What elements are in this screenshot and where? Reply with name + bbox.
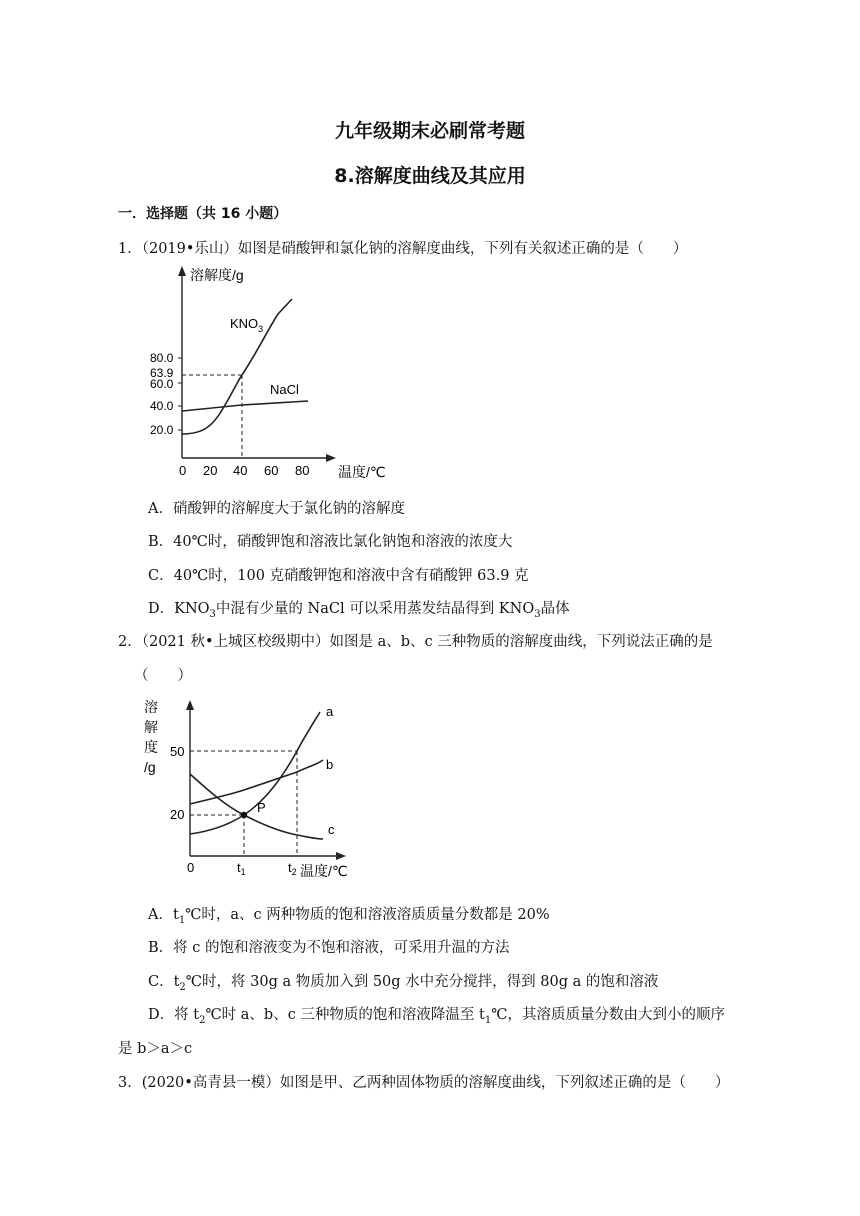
question-1-option-b[interactable]: B．40℃时，硝酸钾饱和溶液比氯化钠饱和溶液的浓度大 <box>148 534 513 550</box>
q1-x-label: 温度/℃ <box>338 464 386 480</box>
q1-xtick-0: 0 <box>179 463 187 478</box>
q2-ytick-20: 20 <box>170 807 185 822</box>
question-2-option-d-tail: 是 b＞a＞c <box>118 1041 193 1057</box>
q1-ytick-40: 40.0 <box>150 399 174 413</box>
q2-a-sub: 1 <box>178 914 186 926</box>
question-1-chart <box>150 262 410 484</box>
q2-y-axis-arrow <box>186 700 194 710</box>
q2-d-sub1: 2 <box>199 1014 206 1026</box>
question-2-option-d[interactable] <box>148 1003 748 1026</box>
question-2-option-a[interactable] <box>148 903 748 926</box>
q2-ylabel-2: 解 <box>144 719 158 735</box>
page-title: 九年级期末必刷常考题 <box>334 120 525 142</box>
q1-d-prefix: D．KNO <box>148 601 210 617</box>
q2-xtick-0: 0 <box>187 860 195 875</box>
q1-series-nacl <box>182 401 308 411</box>
q1-xtick-80: 80 <box>295 463 310 478</box>
q2-ylabel-1: 溶 <box>144 699 158 715</box>
q2-label-a: a <box>326 704 334 719</box>
q1-d-suffix: 晶体 <box>540 601 570 617</box>
q2-a-pre: A．t <box>148 907 179 923</box>
q1-d-sub2: 3 <box>534 608 541 620</box>
q2-c-pre: C．t <box>148 974 180 990</box>
q2-d-mid: ℃时 a、b、c 三种物质的饱和溶液降温至 t <box>205 1007 485 1023</box>
q2-ylabel-3: 度 <box>144 739 158 755</box>
question-1-option-c[interactable]: C．40℃时，100 克硝酸钾饱和溶液中含有硝酸钾 63.9 克 <box>148 568 529 584</box>
q1-xtick-40: 40 <box>233 463 248 478</box>
q2-label-b: b <box>326 757 334 772</box>
q2-xtick-t1: $t_1$ <box>237 860 246 877</box>
q1-label-kno3: $KNO_3$ <box>230 316 264 334</box>
q1-xtick-60: 60 <box>264 463 279 478</box>
q1-ytick-80: 80.0 <box>150 351 174 365</box>
page-subtitle: 8.溶解度曲线及其应用 <box>334 165 526 187</box>
q2-series-a <box>190 712 320 834</box>
question-2-stem: 2．（2021 秋•上城区校级期中）如图是 a、b、c 三种物质的溶解度曲线，下列说法正确的是 <box>118 634 713 650</box>
section-heading: 一．选择题（共 16 小题） <box>118 206 288 222</box>
q2-x-label: 温度/℃ <box>300 863 348 879</box>
q2-ylabel-4: /g <box>144 759 156 775</box>
q1-y-label: 溶解度/g <box>190 267 244 283</box>
question-3-stem: 3．(2020•高青县一模）如图是甲、乙两种固体物质的溶解度曲线，下列叙述正确的是（ ） <box>118 1075 730 1091</box>
q1-ytick-60: 60.0 <box>150 377 174 391</box>
q2-ytick-50: 50 <box>170 744 185 759</box>
q1-x-axis-arrow <box>326 454 336 462</box>
question-2-option-c[interactable] <box>148 970 748 993</box>
question-1-option-d[interactable] <box>148 597 748 620</box>
q2-series-b <box>190 760 323 804</box>
q2-label-c: c <box>328 822 335 837</box>
q1-y-axis-arrow <box>178 266 186 276</box>
q2-point-p-label: P <box>257 800 266 815</box>
q2-xtick-t2: $t_2$ <box>288 860 297 877</box>
q1-ytick-20: 20.0 <box>150 423 174 437</box>
q2-d-post: ℃，其溶质质量分数由大到小的顺序 <box>491 1007 725 1023</box>
q2-d-sub2: 1 <box>484 1014 492 1026</box>
q1-d-sub1: 3 <box>209 608 216 620</box>
question-2-stem-tail: （ ） <box>134 668 192 684</box>
question-1-option-a[interactable]: A．硝酸钾的溶解度大于氯化钠的溶解度 <box>148 501 405 517</box>
q1-label-nacl: NaCl <box>270 382 299 397</box>
q2-a-post: ℃时，a、c 两种物质的饱和溶液溶质质量分数都是 20% <box>185 907 550 923</box>
q2-x-axis-arrow <box>336 852 346 860</box>
q2-c-sub: 2 <box>179 981 186 993</box>
q2-d-pre: D．将 t <box>148 1007 200 1023</box>
question-2-option-b[interactable]: B．将 c 的饱和溶液变为不饱和溶液，可采用升温的方法 <box>148 940 510 956</box>
question-1-stem: 1．（2019•乐山）如图是硝酸钾和氯化钠的溶解度曲线，下列有关叙述正确的是（ ） <box>118 241 688 257</box>
q1-d-mid: 中混有少量的 NaCl 可以采用蒸发结晶得到 KNO <box>215 601 535 617</box>
q2-c-post: ℃时，将 30g a 物质加入到 50g 水中充分搅拌，得到 80g a 的饱和溶液 <box>185 974 659 990</box>
question-2-chart <box>140 694 380 884</box>
q2-point-p <box>241 812 247 818</box>
q1-ytick-63.9: 63.9 <box>150 366 174 380</box>
q1-xtick-20: 20 <box>203 463 218 478</box>
